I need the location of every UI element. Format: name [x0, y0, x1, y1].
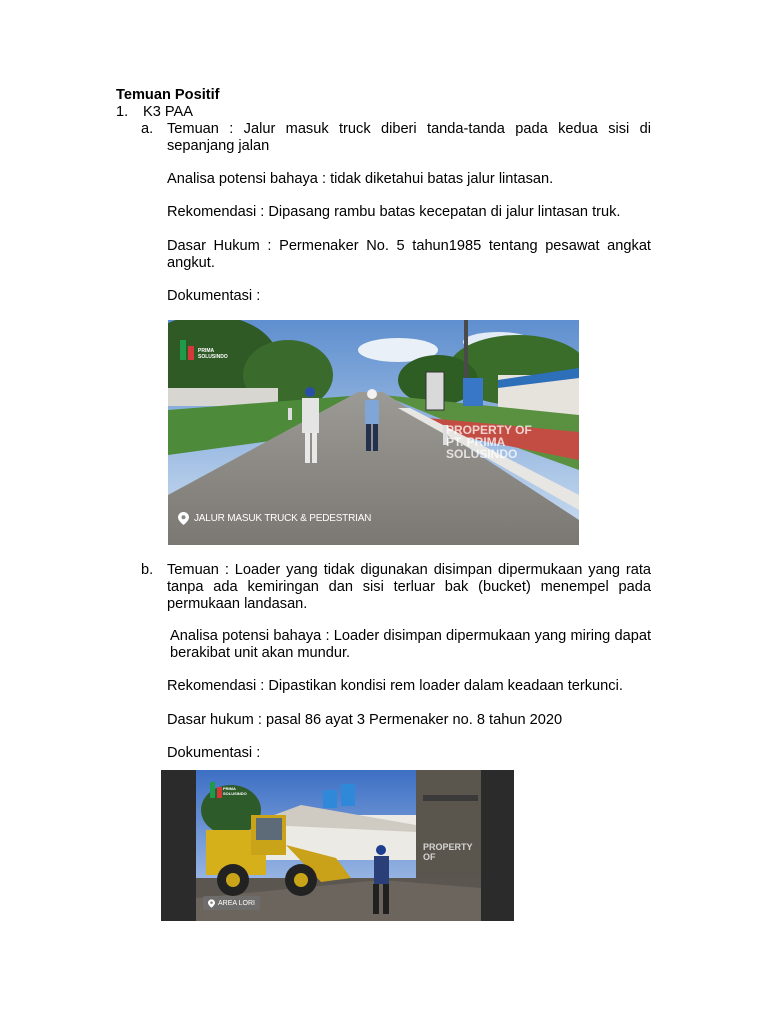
photo-a-watermark: PROPERTY OF PT. PRIMA SOLUSINDO [446, 423, 532, 461]
photo-a-logo-text: PRIMA SOLUSINDO [198, 348, 228, 360]
item-a-temuan: Temuan : Jalur masuk truck diberi tanda-tanda pada kedua sisi di sepanjang jalan [167, 121, 651, 154]
section-number: 1. [116, 104, 129, 120]
photo-b-caption-bar [203, 896, 260, 910]
item-b-marker: b. [141, 562, 154, 578]
photo-a-caption-bar [178, 510, 371, 526]
item-a-rekomendasi: Rekomendasi : Dipasang rambu batas kecepatan di jalur lintasan truk. [167, 204, 621, 220]
location-pin-icon [178, 512, 189, 525]
item-a-dasar-hukum: Dasar Hukum : Permenaker No. 5 tahun1985 tentang pesawat angkat angkut. [167, 238, 651, 271]
item-b-temuan: Temuan : Loader yang tidak digunakan disimpan dipermukaan yang rata tanpa ada kemiringan dan sisi terluar bak (bucket) menempel pada permukaan landasan. [167, 562, 651, 612]
photo-b-caption: AREA LORI [218, 899, 255, 907]
company-logo-icon [178, 338, 198, 362]
company-logo-icon [209, 780, 223, 800]
item-a-marker: a. [141, 121, 154, 137]
item-b-rekomendasi: Rekomendasi : Dipastikan kondisi rem loader dalam keadaan terkunci. [167, 678, 623, 694]
photo-b-logo-text: PRIMA SOLUSINDO [223, 786, 247, 796]
photo-truck-lane [168, 320, 579, 545]
item-a-analisa: Analisa potensi bahaya : tidak diketahui batas jalur lintasan. [167, 171, 554, 187]
photo-b-watermark: PROPERTY OF [423, 842, 473, 862]
item-a-dokumentasi: Dokumentasi : [167, 288, 261, 304]
location-pin-icon [208, 899, 215, 908]
item-b-analisa: Analisa potensi bahaya : Loader disimpan dipermukaan yang miring dapat berakibat unit akan mundur. [170, 628, 651, 661]
item-b-dokumentasi: Dokumentasi : [167, 745, 261, 761]
photo-loader [161, 770, 514, 921]
document-heading: Temuan Positif [116, 87, 220, 103]
section-title: K3 PAA [143, 104, 194, 120]
item-b-dasar-hukum: Dasar hukum : pasal 86 ayat 3 Permenaker no. 8 tahun 2020 [167, 712, 563, 728]
photo-a-caption: JALUR MASUK TRUCK & PEDESTRIAN [194, 512, 372, 524]
